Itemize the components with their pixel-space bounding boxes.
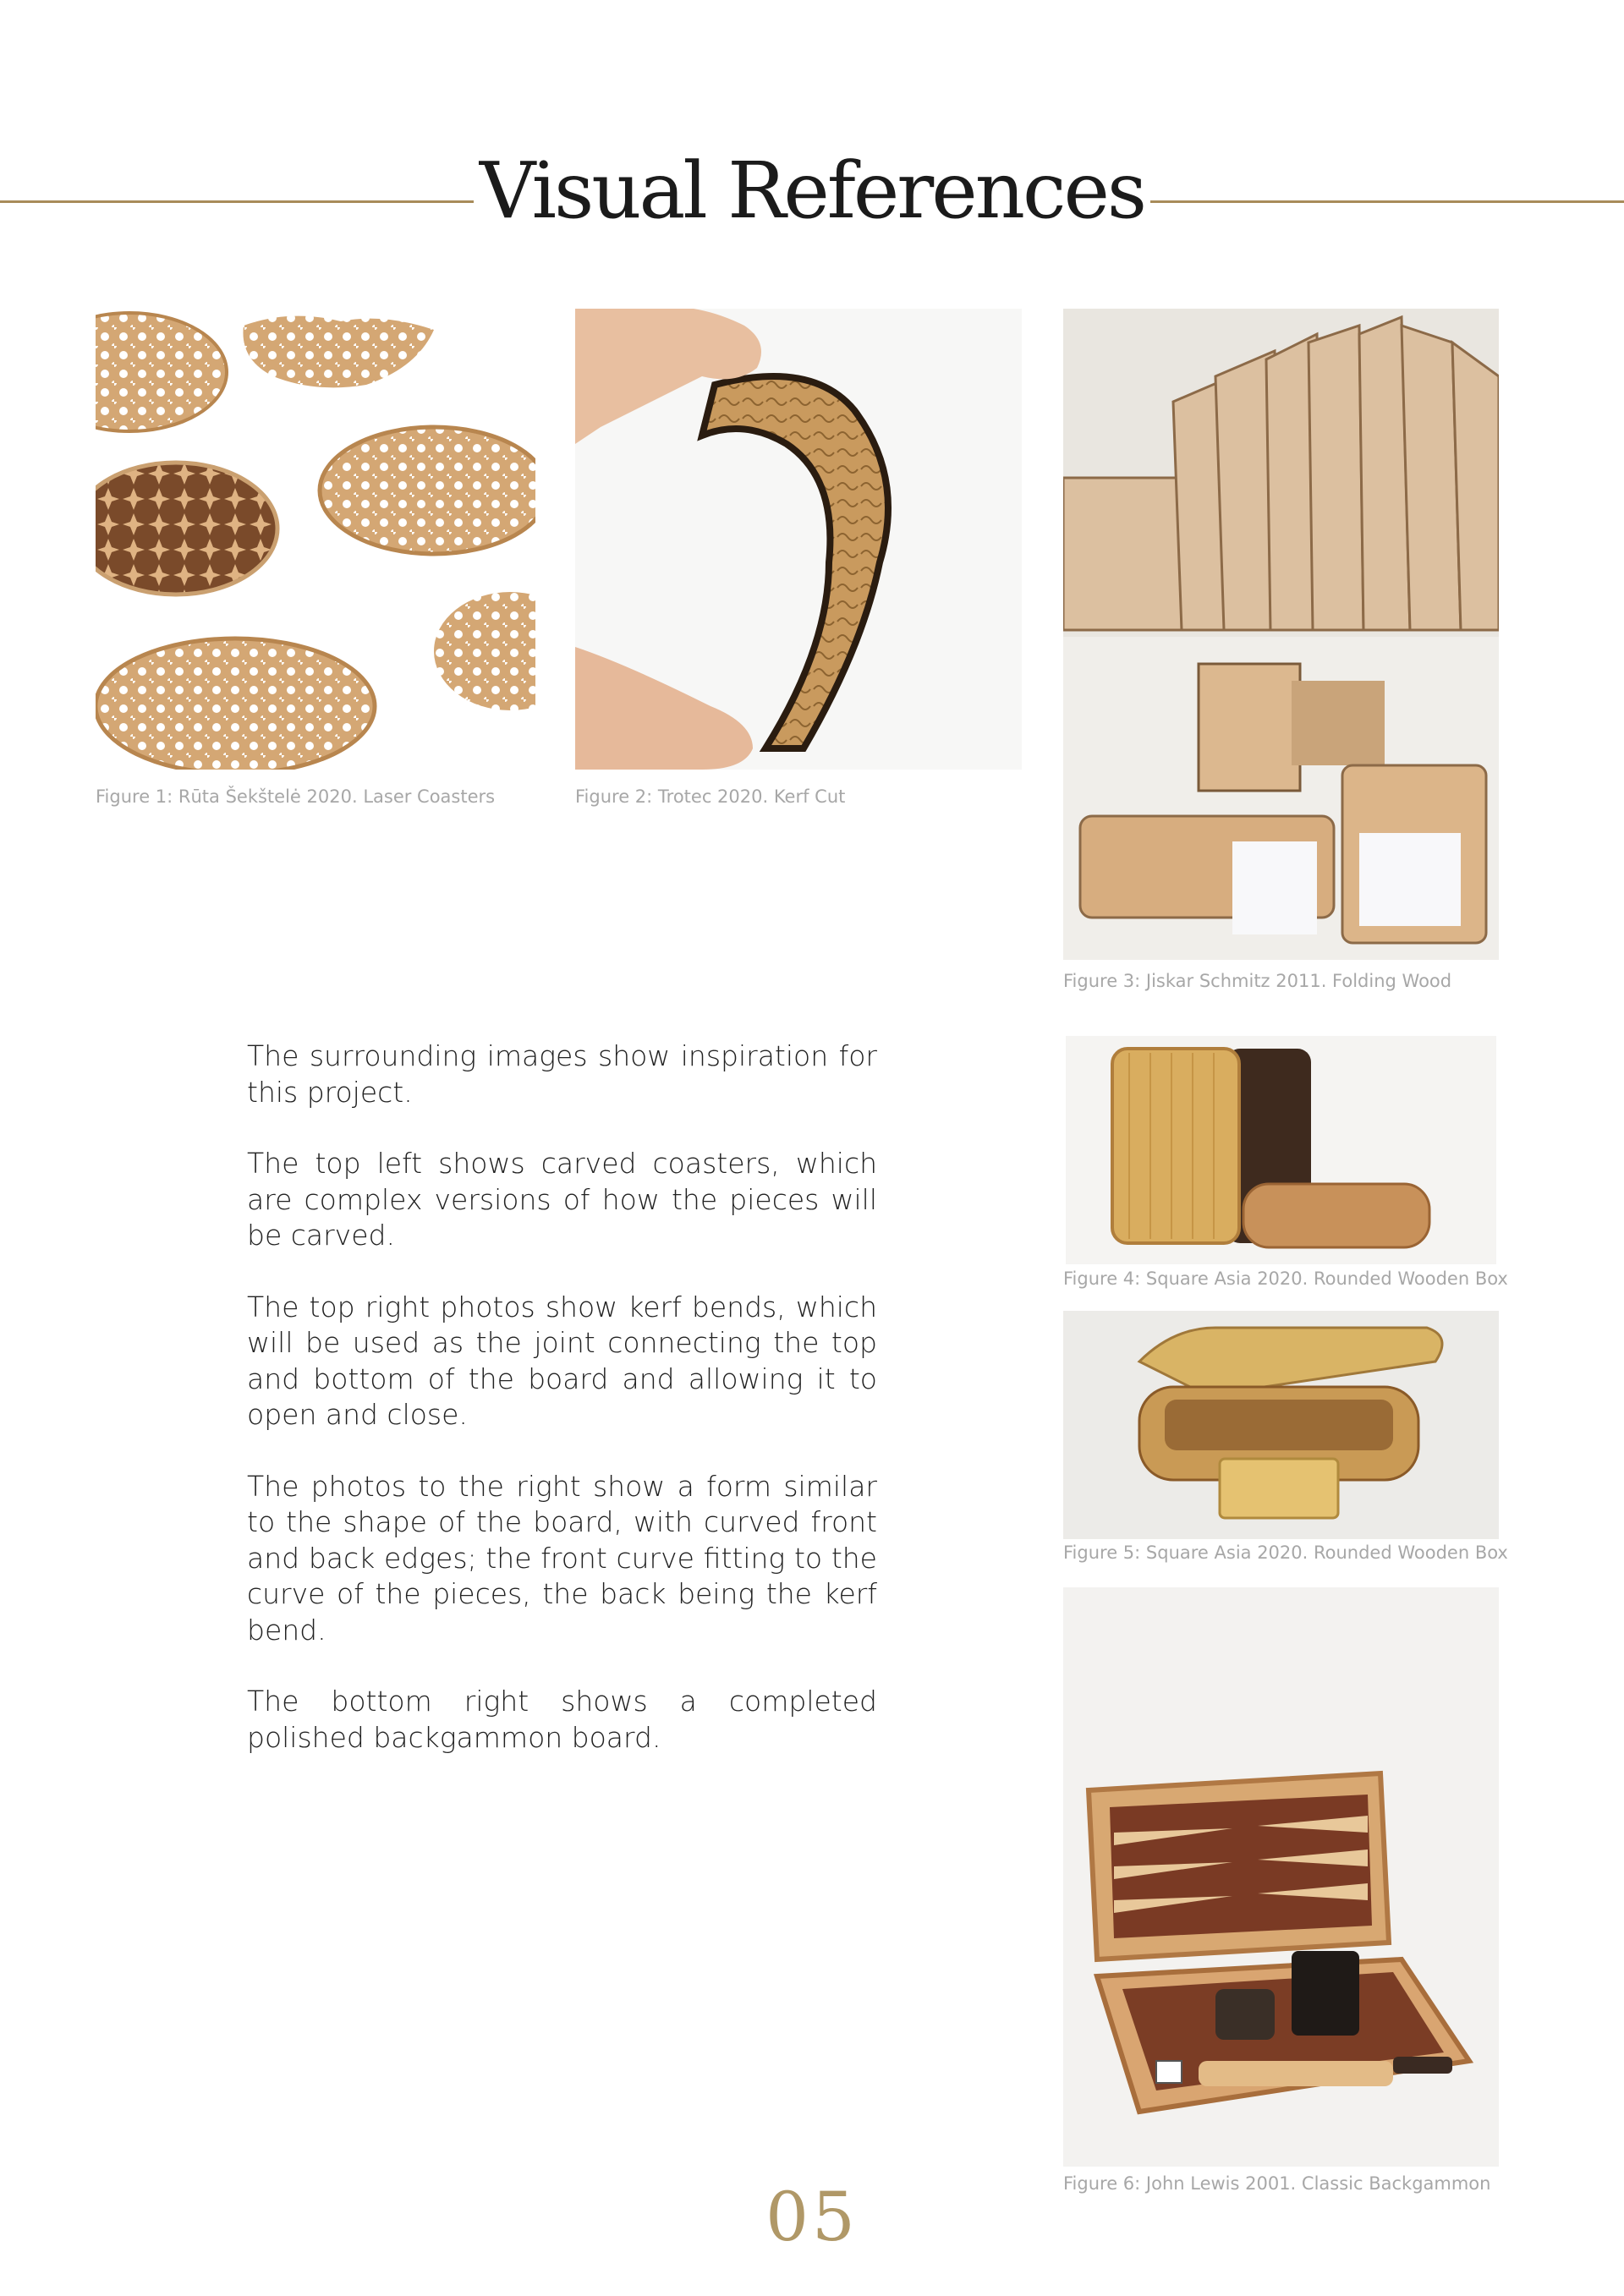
figure-4-image: [1066, 1036, 1496, 1264]
paragraph-4: The photos to the right show a form similar to the shape of the board, with curved front and back edges; the front curve fitting to the curve of the pieces, the back being the kerf bend.: [247, 1469, 877, 1647]
body-text: [247, 1038, 877, 1791]
page-number: 05: [765, 2178, 859, 2256]
figure-2-image: [575, 309, 1022, 770]
title-rule-right: [1150, 200, 1624, 203]
paragraph-3: The top right photos show kerf bends, which will be used as the joint connecting the top and bottom of the board and allowing it to open and close.: [247, 1290, 877, 1431]
paragraph-1: The surrounding images show inspiration for this project.: [247, 1039, 877, 1109]
page-title: Visual References: [479, 145, 1145, 236]
figure-1-image: [96, 309, 535, 770]
paragraph-5: The bottom right shows a completed polished backgammon board.: [247, 1685, 877, 1754]
figure-4-caption: Figure 4: Square Asia 2020. Rounded Wooden Box: [1063, 1269, 1508, 1289]
figure-3-caption: Figure 3: Jiskar Schmitz 2011. Folding Wood: [1063, 971, 1452, 991]
figure-3-image: [1063, 309, 1499, 960]
figure-1-caption: Figure 1: Rūta Šekštelė 2020. Laser Coasters: [96, 786, 496, 807]
figure-5-caption: Figure 5: Square Asia 2020. Rounded Wooden Box: [1063, 1543, 1508, 1563]
figure-2-caption: Figure 2: Trotec 2020. Kerf Cut: [575, 786, 846, 807]
figure-5-image: [1063, 1311, 1499, 1539]
title-rule-left: [0, 200, 474, 203]
paragraph-2: The top left shows carved coasters, which are complex versions of how the pieces will be carved.: [247, 1147, 877, 1252]
figure-6-image: [1063, 1587, 1499, 2167]
figure-6-caption: Figure 6: John Lewis 2001. Classic Backgammon: [1063, 2173, 1491, 2194]
